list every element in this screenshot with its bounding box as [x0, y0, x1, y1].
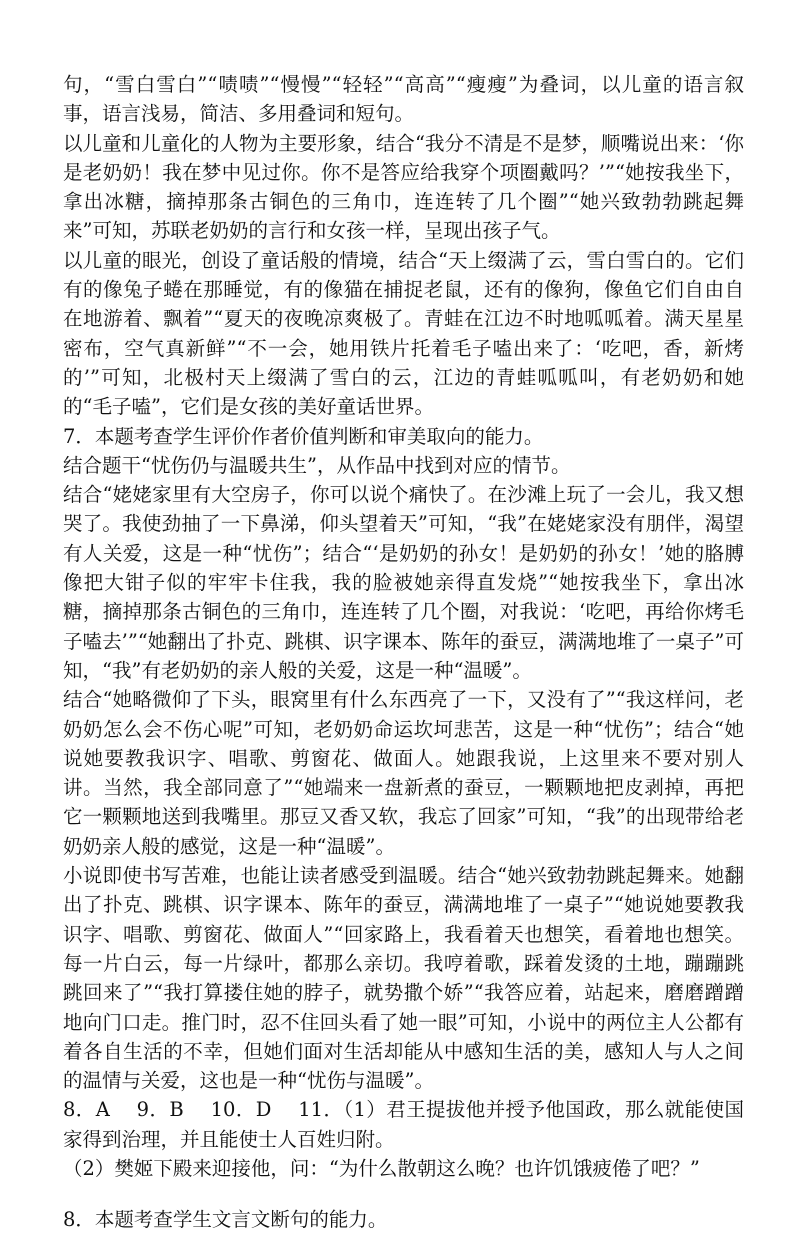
paragraph-fairy-tale-scene: 以儿童的眼光，创设了童话般的情境，结合“天上缀满了云，雪白雪白的。它们有的像兔子蜷在那睡觉，有的像猫在捕捉老鼠，还有的像狗，像鱼它们自由自在地游着、飘着”“夏天的夜晚凉爽极了。青蛙在江边不时地呱呱着。满天星星密布，空气真新鲜”“不一会，她用铁片托着毛子嗑出来了：‘吃吧，香，新烤的’”可知，北极村天上缀满了雪白的云，江边的青蛙呱呱叫，有老奶奶和她的“毛子嗑”，它们是女孩的美好童话世界。	[63, 248, 744, 419]
paragraph-childlike-characters: 以儿童和儿童化的人物为主要形象，结合“我分不清是不是梦，顺嘴说出来：‘你是老奶奶！我在梦中见过你。你不是答应给我穿个项圈戴吗？’”“她按我坐下，拿出冰糖，摘掉那条古铜色的三角巾，连连转了几个圈”“她兴致勃勃跳起舞来”可知，苏联老奶奶的言行和女孩一样，呈现出孩子气。	[63, 131, 744, 243]
answers-8-to-11: 8．A 9．B 10．D 11．（1）君王提拔他并授予他国政，那么就能使国家得到治理，并且能使士人百姓归附。	[63, 1098, 744, 1151]
paragraph-grandma-sorrow-warmth: 结合“她略微仰了下头，眼窝里有什么东西亮了一下，又没有了”“我这样问，老奶奶怎么会不伤心呢”可知，老奶奶命运坎坷悲苦，这是一种“忧伤”；结合“她说她要教我识字、唱歌、剪窗花、做面人。她跟我说，上这里来不要对别人讲。当然，我全部同意了”“她端来一盘新煮的蚕豆，一颗颗地把皮剥掉，再把它一颗颗地送到我嘴里。那豆又香又软，我忘了回家”可知，“我”的出现带给老奶奶亲人般的感觉，这是一种“温暖”。	[63, 688, 744, 858]
answer-11-part-2: （2）樊姬下殿来迎接他，问：“为什么散朝这么晚？也许饥饿疲倦了吧？”	[63, 1156, 700, 1180]
paragraph-language-style: 句，“雪白雪白”“啧啧”“慢慢”“轻轻”“高高”“瘦瘦”为叠词，以儿童的语言叙事，语言浅易，简洁、多用叠词和短句。	[63, 73, 744, 126]
question-8-explanation: 8．本题考查学生文言文断句的能力。	[63, 1208, 388, 1232]
spacer	[63, 1183, 744, 1205]
question-7-method: 结合题干“忧伤仍与温暖共生”，从作品中找到对应的情节。	[63, 453, 571, 477]
paragraph-conclusion: 小说即使书写苦难，也能让读者感受到温暖。结合“她兴致勃勃跳起舞来。她翻出了扑克、跳棋、识字课本、陈年的蚕豆，满满地堆了一桌子”“她说她要教我识字、唱歌、剪窗花、做面人”“回家路上，我看着天也想笑，看着地也想笑。每一片白云，每一片绿叶，都那么亲切。我哼着歌，踩着发烫的土地，蹦蹦跳跳回来了”“我打算搂住她的脖子，就势撒个娇”“我答应着，站起来，磨磨蹭蹭地向门口走。推门时，忍不住回头看了她一眼”可知，小说中的两位主人公都有着各自生活的不幸，但她们面对生活却能从中感知生活的美，感知人与人之间的温情与关爱，这也是一种“忧伤与温暖”。	[63, 864, 744, 1093]
paragraph-girl-sorrow-warmth: 结合“姥姥家里有大空房子，你可以说个痛快了。在沙滩上玩了一会儿，我又想哭了。我使劲抽了一下鼻涕，仰头望着天”可知，“我”在姥姥家没有朋伴，渴望有人关爱，这是一种“忧伤”；结合“‘是奶奶的孙女！是奶奶的孙女！’她的胳膊像把大钳子似的牢牢卡住我，我的脸被她亲得直发烧”“她按我坐下，拿出冰糖，摘掉那条古铜色的三角巾，连连转了几个圈，对我说：‘吃吧，再给你烤毛子嗑去’”“她翻出了扑克、跳棋、识字课本、陈年的蚕豆，满满地堆了一桌子”可知，“我”有老奶奶的亲人般的关爱，这是一种“温暖”。	[63, 483, 744, 682]
question-7-heading: 7．本题考查学生评价作者价值判断和审美取向的能力。	[63, 424, 544, 448]
